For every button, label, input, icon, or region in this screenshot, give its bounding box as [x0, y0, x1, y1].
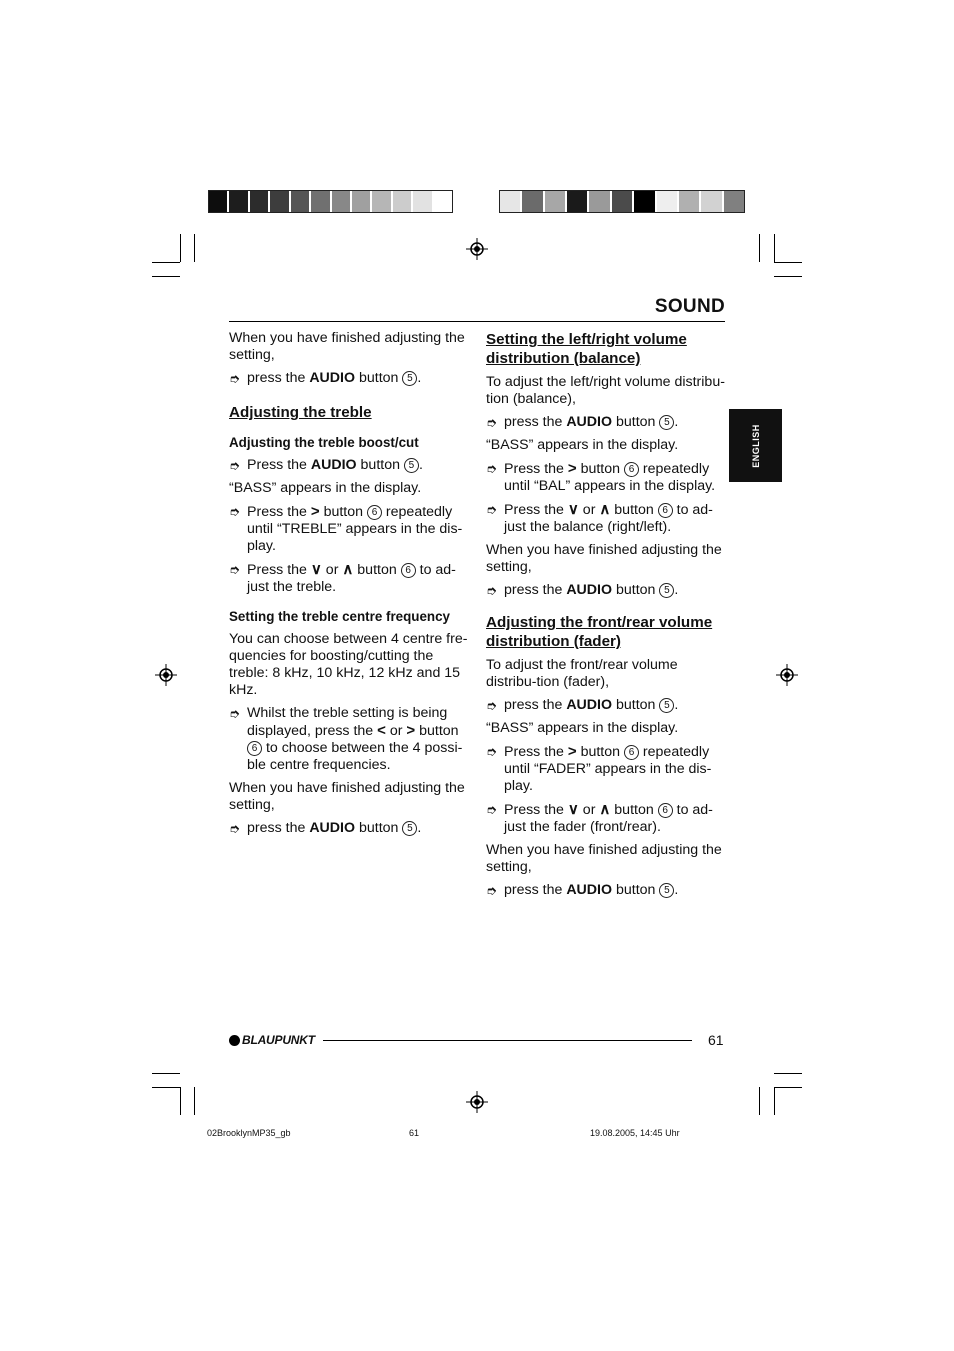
button-number-badge: 5 — [659, 883, 674, 898]
button-number-badge: 5 — [659, 415, 674, 430]
color-swatch — [270, 191, 290, 212]
instruction-step: ➮ Press the > button 6 repeatedly until “FADER” appears in the dis-play. — [486, 743, 712, 794]
crop-mark — [194, 1087, 195, 1115]
button-number-badge: 5 — [402, 821, 417, 836]
crop-mark — [152, 1087, 180, 1088]
color-swatch — [500, 191, 522, 212]
registration-mark-icon — [466, 238, 488, 260]
button-number-badge: 6 — [624, 745, 639, 760]
instruction-step: ➮ press the AUDIO button 5 . — [229, 820, 422, 836]
right-column — [486, 330, 726, 905]
step-arrow-icon: ➮ — [229, 371, 240, 386]
button-number-badge: 5 — [404, 458, 419, 473]
color-swatch — [634, 191, 656, 212]
crop-mark — [774, 234, 775, 262]
instruction-step: ➮ Whilst the treble setting is being displayed, press the < or > button 6 to choose between the 4 possi-ble centre frequencies. — [229, 705, 463, 773]
step-arrow-icon: ➮ — [229, 562, 240, 577]
section-heading: Adjusting the treble — [229, 404, 372, 421]
instruction-step: ➮ press the AUDIO button 5 . — [229, 370, 422, 386]
color-swatch — [589, 191, 611, 212]
print-file-name: 02BrooklynMP35_gb — [207, 1128, 291, 1138]
color-swatch — [679, 191, 701, 212]
title-rule — [229, 321, 725, 322]
paragraph: You can choose between 4 centre fre-quencies for boosting/cutting the treble: 8 kHz, 10 kHz, 12 kHz and 15 kHz. — [229, 631, 468, 698]
instruction-step: ➮ Press the > button 6 repeatedly until “BAL” appears in the display. — [486, 460, 716, 494]
crop-mark — [759, 234, 760, 262]
right-arrow-icon: > — [310, 503, 320, 520]
step-arrow-icon: ➮ — [229, 504, 240, 519]
print-page-number: 61 — [409, 1128, 420, 1138]
paragraph: When you have finished adjusting the setting, — [229, 330, 465, 363]
step-arrow-icon: ➮ — [486, 883, 497, 898]
color-swatch — [545, 191, 567, 212]
color-swatch — [311, 191, 331, 212]
instruction-step: ➮ press the AUDIO button 5 . — [486, 882, 679, 898]
color-swatch — [434, 191, 452, 212]
right-arrow-icon: > — [567, 743, 577, 760]
crop-mark — [194, 234, 195, 262]
color-swatch — [657, 191, 679, 212]
button-number-badge: 6 — [247, 741, 262, 756]
down-arrow-icon: ∨ — [310, 561, 322, 578]
print-date: 19.08.2005, 14:45 Uhr — [590, 1128, 680, 1138]
step-arrow-icon: ➮ — [486, 802, 497, 817]
registration-mark-icon — [155, 664, 177, 686]
paragraph: “BASS” appears in the display. — [486, 720, 679, 736]
brand-name: BLAUPUNKT — [242, 1033, 315, 1047]
button-number-badge: 5 — [659, 698, 674, 713]
instruction-step: ➮ press the AUDIO button 5 . — [486, 414, 679, 430]
crop-mark — [152, 262, 180, 263]
crop-mark — [759, 1087, 760, 1115]
crop-mark — [774, 1087, 802, 1088]
instruction-step: ➮ Press the > button 6 repeatedly until “TREBLE” appears in the dis-play. — [229, 503, 463, 554]
color-swatch — [522, 191, 544, 212]
subsection-heading: Adjusting the treble boost/cut — [229, 435, 419, 450]
language-tab-label: ENGLISH — [750, 423, 761, 468]
page-title: SOUND — [654, 296, 725, 317]
brand-dot-icon — [229, 1035, 240, 1046]
instruction-step: ➮ Press the ∨ or ∧ button 6 to ad-just the balance (right/left). — [486, 501, 713, 535]
color-swatch — [612, 191, 634, 212]
up-arrow-icon: ∧ — [599, 501, 611, 518]
crop-mark — [180, 1087, 181, 1115]
down-arrow-icon: ∨ — [567, 501, 579, 518]
color-swatch — [413, 191, 433, 212]
step-arrow-icon: ➮ — [229, 458, 240, 473]
color-swatch — [352, 191, 372, 212]
registration-mark-icon — [776, 664, 798, 686]
paragraph: “BASS” appears in the display. — [229, 480, 422, 496]
left-column — [229, 330, 469, 843]
paragraph: To adjust the left/right volume distribu-tion (balance), — [486, 374, 725, 407]
step-arrow-icon: ➮ — [229, 706, 240, 721]
up-arrow-icon: ∧ — [599, 801, 611, 818]
footer-rule — [323, 1040, 692, 1041]
color-calibration-bar-right — [499, 190, 745, 213]
color-swatch — [393, 191, 413, 212]
button-number-badge: 6 — [401, 563, 416, 578]
paragraph: When you have finished adjusting the setting, — [229, 780, 465, 813]
down-arrow-icon: ∨ — [567, 801, 579, 818]
crop-mark — [774, 262, 802, 263]
brand-logo — [229, 1033, 315, 1047]
step-arrow-icon: ➮ — [486, 583, 497, 598]
page-number: 61 — [708, 1032, 724, 1048]
crop-mark — [152, 276, 180, 277]
up-arrow-icon: ∧ — [342, 561, 354, 578]
right-arrow-icon: > — [567, 460, 577, 477]
instruction-step: ➮ press the AUDIO button 5 . — [486, 582, 679, 598]
button-number-badge: 5 — [659, 583, 674, 598]
paragraph: “BASS” appears in the display. — [486, 437, 679, 453]
step-arrow-icon: ➮ — [486, 698, 497, 713]
step-arrow-icon: ➮ — [486, 461, 497, 476]
crop-mark — [774, 1087, 775, 1115]
button-number-badge: 6 — [658, 803, 673, 818]
section-heading: Setting the left/right volume distribution (balance) — [486, 331, 687, 367]
color-swatch — [372, 191, 392, 212]
instruction-step: ➮ Press the AUDIO button 5 . — [229, 457, 423, 473]
step-arrow-icon: ➮ — [486, 744, 497, 759]
right-arrow-icon: > — [406, 722, 416, 739]
button-number-badge: 6 — [658, 503, 673, 518]
color-calibration-bar-left — [208, 190, 453, 213]
crop-mark — [152, 1073, 180, 1074]
section-heading: Adjusting the front/rear volume distribution (fader) — [486, 614, 713, 650]
crop-mark — [774, 1073, 802, 1074]
instruction-step: ➮ press the AUDIO button 5 . — [486, 697, 679, 713]
color-swatch — [567, 191, 589, 212]
step-arrow-icon: ➮ — [229, 821, 240, 836]
color-swatch — [332, 191, 352, 212]
button-number-badge: 6 — [624, 462, 639, 477]
crop-mark — [180, 234, 181, 262]
registration-mark-icon — [466, 1091, 488, 1113]
paragraph: When you have finished adjusting the setting, — [486, 542, 722, 575]
paragraph: To adjust the front/rear volume distribu-tion (fader), — [486, 657, 678, 690]
button-number-badge: 5 — [402, 371, 417, 386]
color-swatch — [724, 191, 744, 212]
color-swatch — [250, 191, 270, 212]
language-tab — [729, 409, 782, 482]
color-swatch — [209, 191, 229, 212]
subsection-heading: Setting the treble centre frequency — [229, 609, 450, 624]
step-arrow-icon: ➮ — [486, 502, 497, 517]
instruction-step: ➮ Press the ∨ or ∧ button 6 to ad-just the treble. — [229, 561, 456, 595]
paragraph: When you have finished adjusting the setting, — [486, 842, 722, 875]
color-swatch — [701, 191, 723, 212]
button-number-badge: 6 — [367, 505, 382, 520]
crop-mark — [774, 276, 802, 277]
step-arrow-icon: ➮ — [486, 415, 497, 430]
color-swatch — [291, 191, 311, 212]
color-swatch — [229, 191, 249, 212]
instruction-step: ➮ Press the ∨ or ∧ button 6 to ad-just the fader (front/rear). — [486, 801, 713, 835]
left-arrow-icon: < — [377, 722, 386, 739]
